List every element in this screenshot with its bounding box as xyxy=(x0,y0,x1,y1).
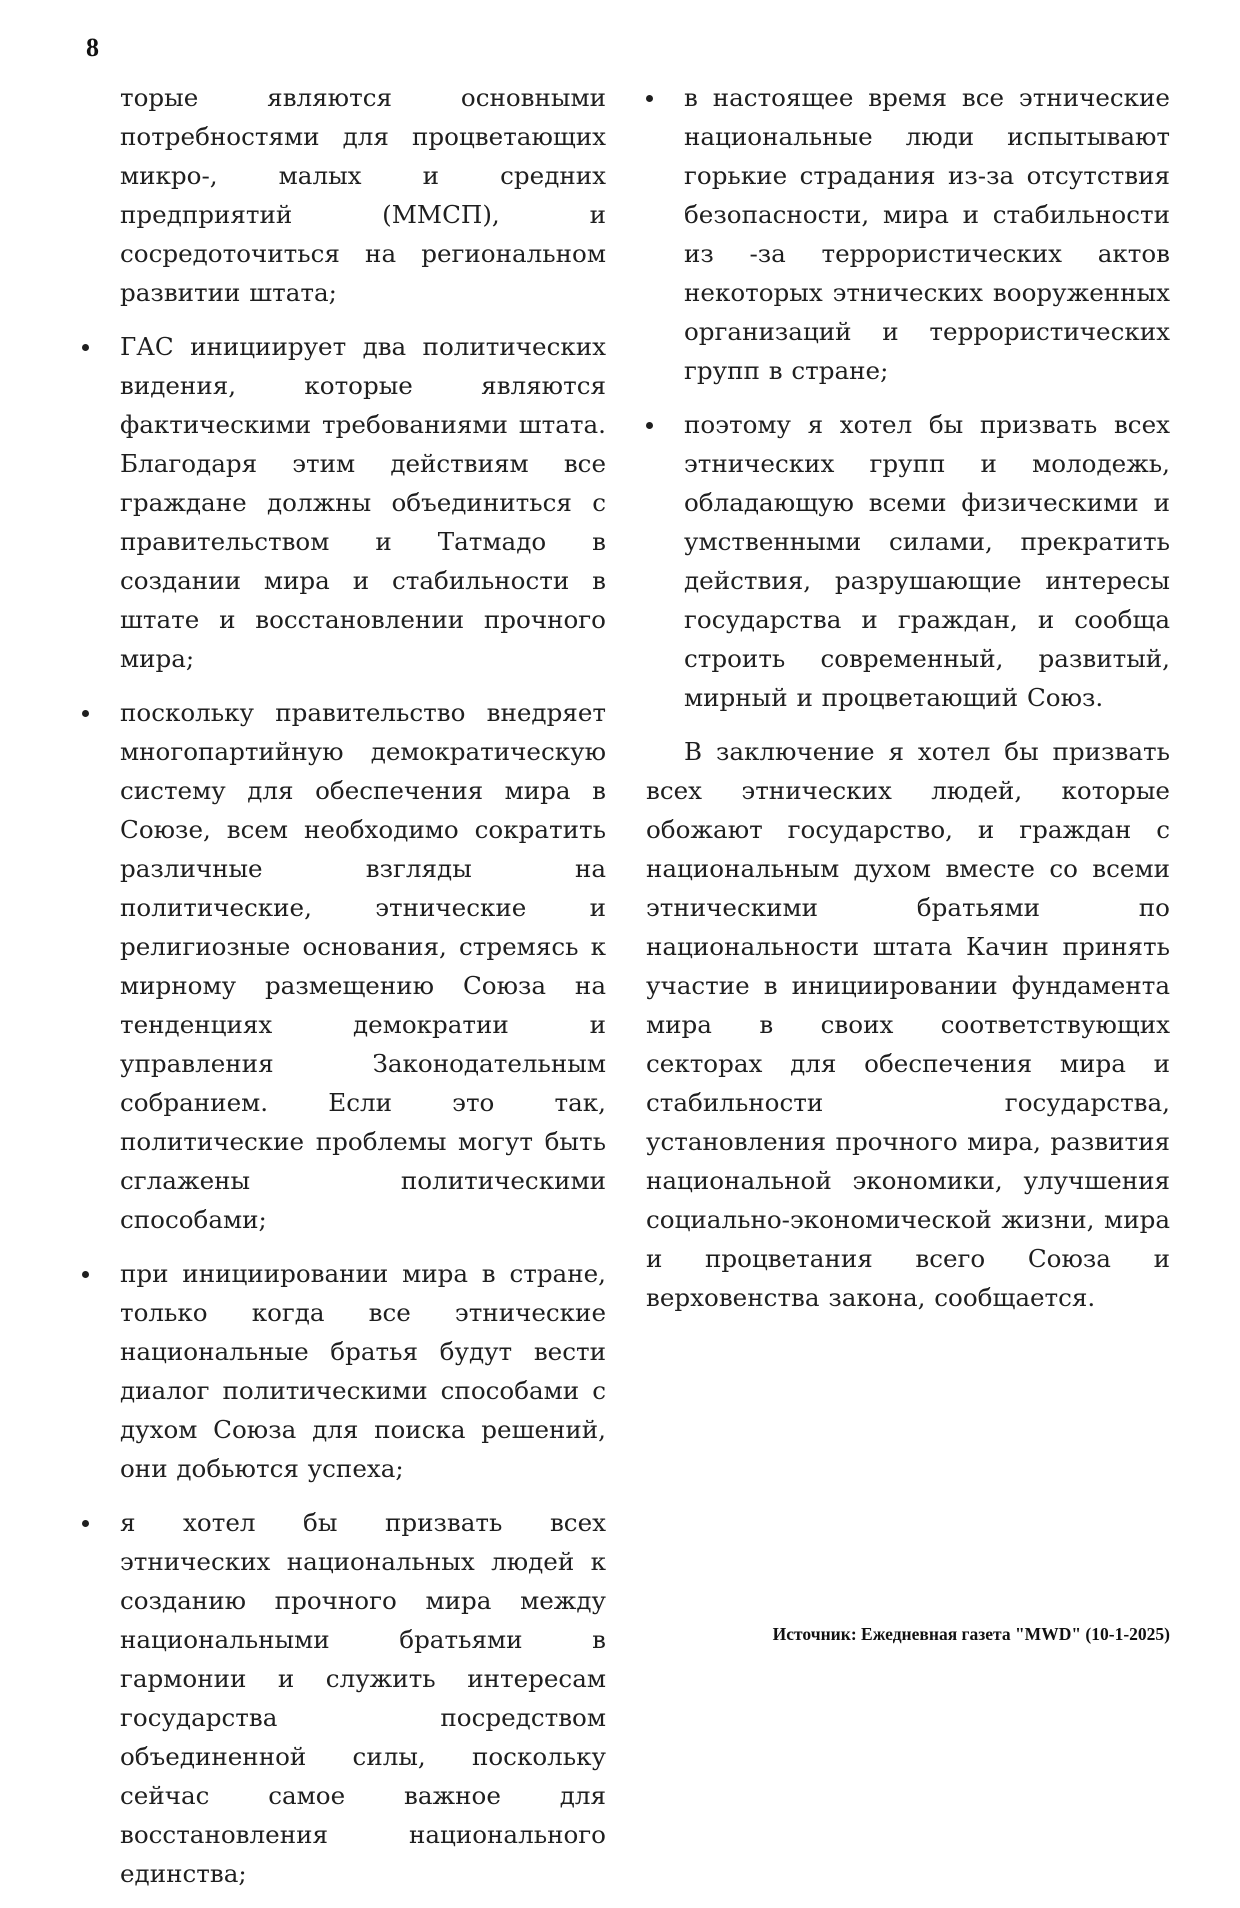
list-item xyxy=(646,78,1170,390)
continued-text: торые являются основными потребностями для процветающих микро-, малых и средних предприятий (ММСП), и сосредоточиться на региональном развитии штата; xyxy=(120,83,606,307)
list-item xyxy=(82,1503,606,1893)
source-credit: Источник: Ежедневная газета "MWD" (10-1-2025) xyxy=(772,1624,1170,1644)
bullet-icon xyxy=(82,1271,89,1278)
list-item-text: поскольку правительство внедряет многопартийную демократическую систему для обеспечения мира в Союзе, всем необходимо сократить различные взгляды на политические, этнические и религиозные основания, стремясь к мирному размещению Союза на тенденциях демократии и управления Законодательным собранием. Если это так, политические проблемы могут быть сглажены политическими способами; xyxy=(120,698,606,1234)
list-item xyxy=(82,327,606,678)
list-item-text: поэтому я хотел бы призвать всех этнических групп и молодежь, обладающую всеми физическими и умственными силами, прекратить действия, разрушающие интересы государства и граждан, и сообща строить современный, развитый, мирный и процветающий Союз. xyxy=(684,410,1170,712)
list-item xyxy=(82,693,606,1239)
list-item-text: в настоящее время все этнические национальные люди испытывают горькие страдания из-за отсутствия безопасности, мира и стабильности из -за террористических актов некоторых этнических вооруженных организаций и террористических групп в стране; xyxy=(684,83,1170,385)
left-column xyxy=(82,78,606,1908)
right-column xyxy=(646,78,1170,1317)
list-item-text: ГАС инициирует два политических видения, которые являются фактическими требованиями штата. Благодаря этим действиям все граждане должны объединиться с правительством и Татмадо в создании мира и стабильности в штате и восстановлении прочного мира; xyxy=(120,332,606,673)
left-bullet-list xyxy=(82,327,606,1893)
continued-list-item xyxy=(82,78,606,312)
closing-paragraph: В заключение я хотел бы призвать всех этнических людей, которые обожают государство, и граждан с национальным духом вместе со всеми этническими братьями по национальности штата Качин принять участие в инициировании фундамента мира в своих соответствующих секторах для обеспечения мира и стабильности государства, установления прочного мира, развития национальной экономики, улучшения социально-экономической жизни, мира и процветания всего Союза и верховенства закона, сообщается. xyxy=(646,737,1170,1312)
list-item-text: при инициировании мира в стране, только когда все этнические национальные братья будут вести диалог политическими способами с духом Союза для поиска решений, они добьются успеха; xyxy=(120,1259,606,1483)
right-bullet-list xyxy=(646,78,1170,717)
bullet-icon xyxy=(646,422,653,429)
page-number: 8 xyxy=(86,33,99,62)
list-item-text: я хотел бы призвать всех этнических национальных людей к созданию прочного мира между национальными братьями в гармонии и служить интересам государства посредством объединенной силы, поскольку сейчас самое важное для восстановления национального единства; xyxy=(120,1508,606,1888)
list-item xyxy=(82,1254,606,1488)
bullet-icon xyxy=(82,710,89,717)
bullet-icon xyxy=(82,344,89,351)
bullet-icon xyxy=(646,95,653,102)
bullet-icon xyxy=(82,1520,89,1527)
list-item xyxy=(646,405,1170,717)
